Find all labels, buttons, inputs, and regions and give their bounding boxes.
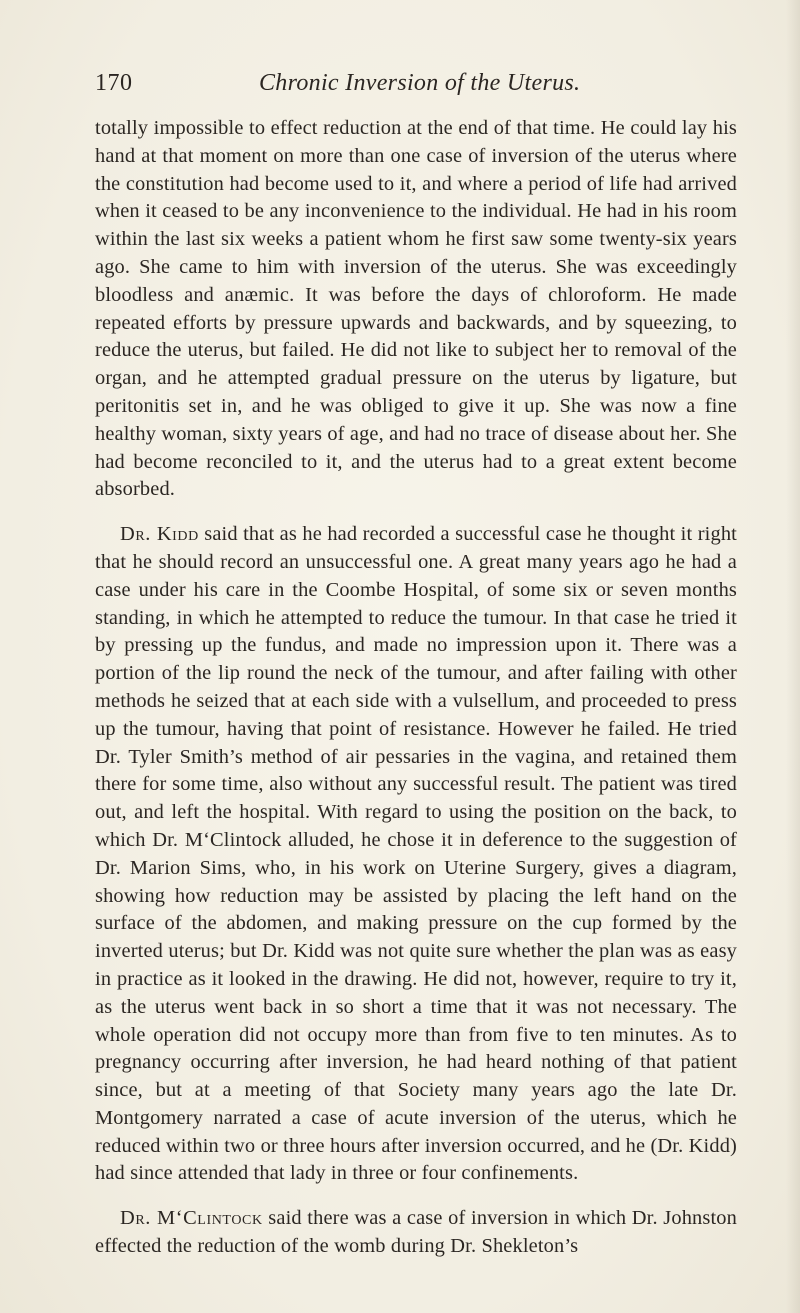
paragraph-2 bbox=[95, 521, 737, 1188]
body-text bbox=[95, 115, 737, 1261]
speaker-name: Dr. M‘Clintock bbox=[120, 1207, 263, 1230]
paragraph-2-text: said that as he had recorded a successful case he thought it right that he should record an unsuccessful one. A great many years ago he had a case under his care in the Coombe Hospital, of some six or seven months standing, in which he attempted to reduce the tumour. In that case he tried it by pressing up the fundus, and made no impression upon it. There was a portion of the lip round the neck of the tumour, and after failing with other methods he seized that at each side with a vulsellum, and proceeded to press up the tumour, having that point of resistance. However he failed. He tried Dr. Tyler Smith’s method of air pessaries in the vagina, and retained them there for some time, also without any successful result. The patient was tired out, and left the hospital. With regard to using the position on the back, to which Dr. M‘Clintock alluded, he chose it in deference to the suggestion of Dr. Marion Sims, who, in his work on Uterine Surgery, gives a diagram, showing how reduction may be assisted by placing the left hand on the surface of the abdomen, and making pressure on the cup formed by the inverted uterus; but Dr. Kidd was not quite sure whether the plan was as easy in practice as it looked in the drawing. He did not, however, require to try it, as the uterus went back in so short a time that it was not necessary. The whole operation did not occupy more than from five to ten minutes. As to pregnancy occurring after inversion, he had heard nothing of that patient since, but at a meeting of that Society many years ago the late Dr. Montgomery narrated a case of acute inversion of the uterus, which he reduced within two or three hours after inversion occurred, and he (Dr. Kidd) had since attended that lady in three or four confinements. bbox=[95, 523, 737, 1185]
page-edge-shadow bbox=[786, 0, 800, 1313]
speaker-name: Dr. Kidd bbox=[120, 523, 199, 546]
page-number: 170 bbox=[95, 70, 133, 96]
paragraph-1-text: totally impossible to effect reduction at the end of that time. He could lay his hand at that moment on more than one case of inversion of the uterus where the constitution had become used to it, and where a period of life had arrived when it ceased to be any inconvenience to the individual. He had in his room within the last six weeks a patient whom he first saw some twenty-six years ago. She came to him with inversion of the uterus. She was exceedingly bloodless and anæmic. It was before the days of chloroform. He made repeated efforts by pressure upwards and backwards, and by squeezing, to reduce the uterus, but failed. He did not like to subject her to removal of the organ, and he attempted gradual pressure on the uterus by ligature, but peritonitis set in, and he was obliged to give it up. She was now a fine healthy woman, sixty years of age, and had no trace of disease about her. She had become reconciled to it, and the uterus had to a great extent become absorbed. bbox=[95, 117, 737, 501]
paragraph-3 bbox=[95, 1205, 737, 1261]
paragraph-3-text: said there was a case of inversion in which Dr. Johnston effected the reduction of the womb during Dr. Shekleton’s bbox=[95, 1207, 737, 1258]
running-title: Chronic Inversion of the Uterus. bbox=[259, 70, 581, 96]
paragraph-1 bbox=[95, 115, 737, 504]
page-header bbox=[95, 70, 735, 106]
